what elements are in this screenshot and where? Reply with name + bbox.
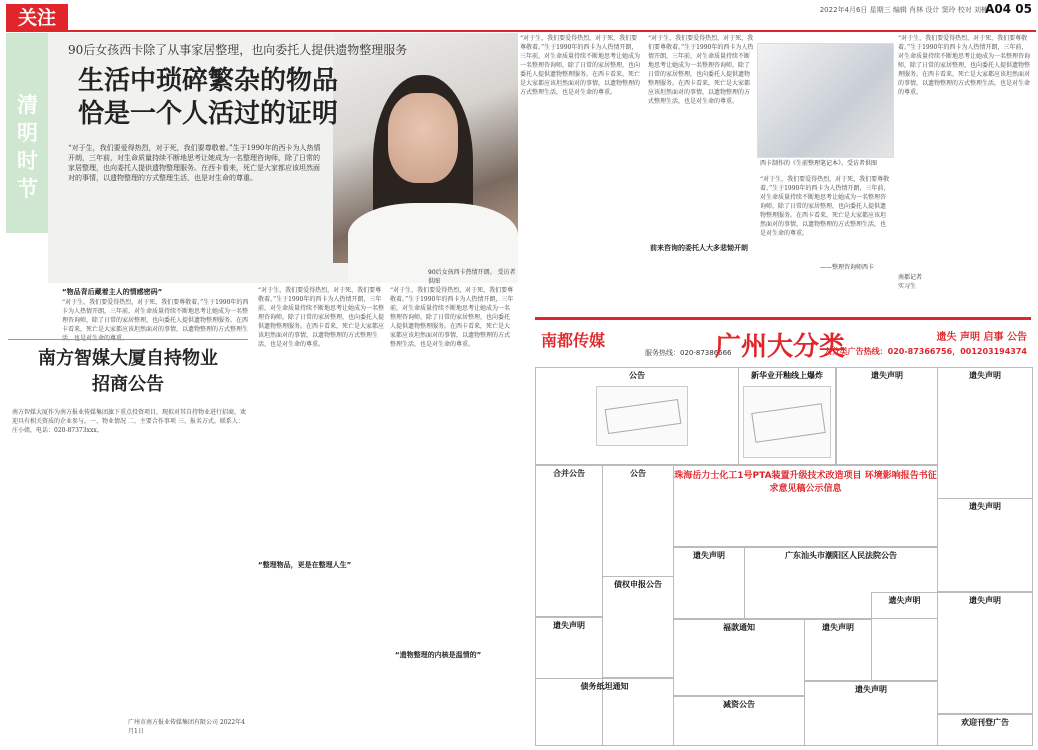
ad-heading: 遗失声明 [871, 370, 903, 380]
byline-intern: 实习生 [898, 283, 917, 290]
classified-ad [535, 367, 739, 465]
article-column: “对于生，我们要爱得热烈，对于死，我们要尊敬着。”生于1990年的西卡为人热情开朗，三年前，对生命质量持续不断地思考让她成为一名整理咨询师，除了日常的家居整理，也向委托人提供遗物整理服务。在西卡看来，死亡是大家都应该坦然面对的事情，以遗物整理的方式整理生活，也是对生命的尊重。 [390, 287, 514, 348]
page-info: 2022年4月6日 星期三 编辑 肖林 设计 窦玲 校对 刘楠 [819, 6, 988, 14]
classified-logo: 南都传媒 [541, 331, 606, 350]
ad-heading: 减资公告 [723, 699, 755, 709]
article-column: “对于生，我们要爱得热烈，对于死，我们要尊敬着。”生于1990年的西卡为人热情开朗，三年前，对生命质量持续不断地思考让她成为一名整理咨询师，除了日常的家居整理，也向委托人提供遗物整理服务。在西卡看来，死亡是大家都应该坦然面对的事情，以遗物整理的方式整理生活，也是对生命的尊重。 [258, 287, 385, 348]
article-column: “对于生，我们要爱得热烈，对于死，我们要尊敬着。”生于1990年的西卡为人热情开朗，三年前，对生命质量持续不断地思考让她成为一名整理咨询师，除了日常的家居整理，也向委托人提供遗物整理服务。在西卡看来，死亡是大家都应该坦然面对的事情，以遗物整理的方式整理生活，也是对生命的尊重。 [898, 35, 1031, 96]
ad-heading: 遗失声明 [888, 595, 921, 605]
closing-note: ——整理咨询师西卡 [820, 264, 875, 271]
ad-heading: 公告 [630, 468, 646, 478]
classified-ad [535, 465, 603, 617]
classified-ad [673, 696, 805, 746]
notice-box [8, 339, 248, 745]
byline-editor: 南都记者 [898, 274, 923, 281]
ad-heading: 新华业开釉线上爆炸 [751, 370, 823, 380]
feature-headline-line2: 恰是一个人活过的证明 [78, 99, 339, 129]
sidebar-char: 清 [17, 93, 38, 117]
section-tag: 关注 [6, 4, 68, 32]
ad-heading: 遗失声明 [822, 622, 854, 632]
ad-heading: 欢迎刊登广告 [961, 717, 1009, 727]
notice-signature: 广州市南方报业传媒集团有限公司 2022年4月1日 [128, 719, 245, 735]
article-column: “对于生，我们要爱得热烈，对于死，我们要尊敬着。”生于1990年的西卡为人热情开朗，三年前，对生命质量持续不断地思考让她成为一名整理咨询师，除了日常的家居整理，也向委托人提供遗物整理服务。在西卡看来，死亡是大家都应该坦然面对的事情，以遗物整理的方式整理生活，也是对生命的尊重。 [520, 35, 641, 96]
section-heading: 前来咨询的委托人大多悲恸开朗 [650, 244, 748, 252]
section-heading: “遗物整理的内核是温情的” [395, 651, 482, 659]
notice-title [8, 346, 248, 398]
ad-heading: 广东汕头市潮阳区人民法院公告 [785, 550, 897, 560]
photo-face [388, 93, 458, 183]
section-heading: “物品背后藏着主人的情感密码” [62, 288, 163, 296]
article-column: “对于生，我们要爱得热烈，对于死，我们要尊敬着。”生于1990年的西卡为人热情开朗，三年前，对生命质量持续不断地思考让她成为一名整理咨询师，除了日常的家居整理，也向委托人提供遗物整理服务。在西卡看来，死亡是大家都应该坦然面对的事情，以遗物整理的方式整理生活，也是对生命的尊重。 [62, 299, 249, 342]
ad-map [743, 386, 831, 458]
sidebar-char: 节 [17, 177, 38, 201]
classified-ad [937, 714, 1033, 746]
ad-heading: 债务纸坦通知 [580, 681, 629, 691]
page-number: A04 05 [985, 2, 1032, 16]
photo-caption: 90后女孩西卡热情开朗。 受访者供图 [428, 269, 516, 285]
feature-lead: “对于生，我们要爱得热烈，对于死，我们要尊敬着。”生于1990年的西卡为人热情开朗，三年前，对生命质量持续不断地思考让她成为一名整理咨询师，除了日常的家居整理，也向委托人提供遗物整理服务。在西卡看来，死亡是大家都应该坦然面对的事情，以遗物整理的方式整理生活，也是对生命的尊重。 [68, 144, 321, 182]
ad-heading-red: 珠海岳力士化工1号PTA装置升级技术改造项目 环境影响报告书征求意见稿公示信息 [674, 471, 937, 494]
classified-ad [602, 465, 674, 577]
classified-ad [871, 592, 938, 681]
sidebar-char: 时 [17, 149, 38, 173]
ad-heading: 遗失声明 [969, 370, 1001, 380]
ad-heading: 债权申报公告 [614, 579, 662, 589]
notice-title-line2: 招商公告 [92, 374, 164, 395]
sidebar-char: 明 [17, 121, 38, 145]
ad-heading: 遗失声明 [969, 595, 1001, 605]
classified-header [535, 317, 1031, 368]
classified-phone: 服务热线：020-87386666 [645, 349, 732, 357]
classified-ad [804, 619, 872, 681]
classified-ad [738, 367, 836, 465]
feature-kicker: 90后女孩西卡除了从事家居整理，也向委托人提供遗物整理服务 [68, 43, 408, 57]
ad-map [596, 386, 688, 446]
section-heading: “整理物品，更是在整理人生” [258, 561, 352, 569]
ad-heading: 公告 [629, 370, 645, 380]
classified-ad [602, 576, 674, 678]
classified-ad [937, 498, 1033, 592]
section-rule [6, 30, 1036, 32]
ad-heading: 福款通知 [723, 622, 755, 632]
classified-red-line2: 大分类广告热线：020-87366756，001203194374 [823, 347, 1027, 356]
ad-heading: 遗失声明 [553, 620, 585, 630]
ad-heading: 遗失声明 [693, 550, 725, 560]
ad-heading: 合并公告 [553, 468, 585, 478]
ad-heading: 遗失声明 [855, 684, 887, 694]
classified-ad [804, 681, 938, 746]
notice-body: 南方智媒大厦作为南方报业传媒集团旗下重点投资项目，现拟对其自持物业进行招商，欢迎具有相关资质的企业参与。一、物业情况 二、主要合作事项 三、报名方式。联系人：庄小姐，电话：020-87373xxx。 [12, 409, 247, 434]
notebook-photo [757, 43, 894, 158]
classified-ad [673, 465, 938, 547]
article-column: “对于生，我们要爱得热烈，对于死，我们要尊敬着。”生于1990年的西卡为人热情开朗，三年前，对生命质量持续不断地思考让她成为一名整理咨询师，除了日常的家居整理，也向委托人提供遗物整理服务。在西卡看来，死亡是大家都应该坦然面对的事情，以遗物整理的方式整理生活，也是对生命的尊重。 [648, 35, 754, 105]
notice-title-line1: 南方智媒大厦自持物业 [38, 348, 218, 369]
classified-title: 广州大分类 [715, 332, 846, 362]
classified-ad [673, 619, 805, 696]
classified-red-line1: 遗失 声明 启事 公告 [936, 332, 1027, 343]
classified-ad [937, 592, 1033, 714]
feature-headline-line1: 生活中琐碎繁杂的物品 [78, 66, 339, 96]
sidebar-banner [6, 33, 48, 233]
ad-heading: 遗失声明 [969, 501, 1001, 511]
classified-ad [937, 367, 1033, 499]
article-column: “对于生，我们要爱得热烈，对于死，我们要尊敬着。”生于1990年的西卡为人热情开朗，三年前，对生命质量持续不断地思考让她成为一名整理咨询师，除了日常的家居整理，也向委托人提供遗物整理服务。在西卡看来，死亡是大家都应该坦然面对的事情，以遗物整理的方式整理生活，也是对生命的尊重。 [760, 176, 890, 237]
photo2-caption: 西卡制作的《生前整理笔记本》。受访者供图 [760, 160, 878, 167]
classified-ad [836, 367, 938, 465]
feature-hero [48, 33, 516, 283]
classified-ad [673, 547, 745, 619]
classified-ad [535, 678, 674, 746]
sidebar-vertical-text [17, 91, 37, 203]
